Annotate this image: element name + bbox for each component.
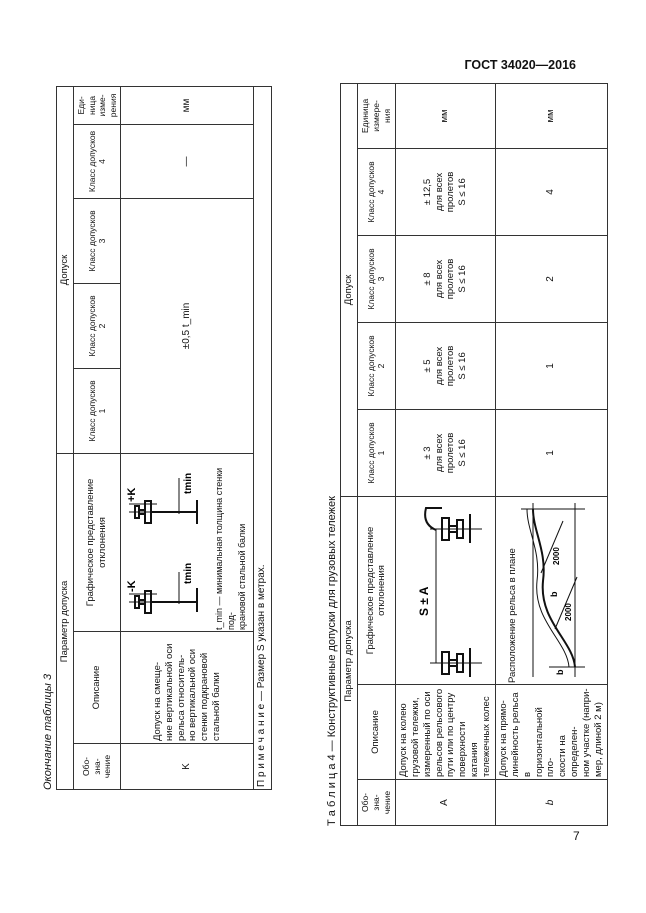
t4-b-plan-label: Расположение рельса в плане: [507, 548, 519, 683]
t4-b-fig-b-1: b: [555, 669, 566, 676]
t3-graphic: [121, 453, 254, 631]
t4-a-unit: мм: [395, 83, 495, 148]
table-row: [395, 83, 495, 825]
t4-a-class2: ± 5 для всех пролетов S ≤ 16: [395, 322, 495, 409]
t3-col-class1: Класс допусков 1: [73, 368, 121, 453]
t4-group-tol: Допуск: [341, 83, 358, 496]
t4-b-fig-dim-2: 2000: [552, 547, 562, 566]
t3-note: П р и м е ч а н и е — Размер S указан в метрах.: [254, 86, 272, 789]
t4-b-unit: мм: [495, 83, 607, 148]
t3-desc: Допуск на смеще- ние вертикальной оси рельса относитель- но вертикальной оси стенки подкрановой стальной балки: [121, 632, 254, 744]
straightness-figure: [519, 499, 591, 681]
t4-col-desc: Описание: [357, 685, 395, 780]
table3: [56, 86, 272, 790]
t3-tol-123: ±0,5 t_min: [121, 198, 254, 453]
t3-fig-left-label: -K: [126, 580, 138, 593]
table4-block: [326, 83, 608, 826]
t4-b-fig-b-2: b: [549, 591, 560, 598]
gauge-figure: [402, 500, 484, 680]
t4-a-class3: ± 8 для всех пролетов S ≤ 16: [395, 235, 495, 322]
t4-b-class3: 2: [495, 235, 607, 322]
t4-col-class3: Класс допусков 3: [357, 235, 395, 322]
t3-group-tol: Допуск: [57, 86, 74, 453]
t4-a-graphic: [395, 496, 495, 684]
t3-col-graphic: Графическое представление отклонения: [73, 453, 121, 631]
t4-col-class4: Класс допусков 4: [357, 148, 395, 235]
t3-tol-4: —: [121, 124, 254, 198]
document-code: ГОСТ 34020—2016: [464, 58, 576, 72]
table4: [340, 83, 608, 826]
table4-caption: Т а б л и ц а 4 — Конструктивные допуски для грузовых тележек: [326, 496, 338, 826]
t3-fig-tmin-right: tmin: [182, 473, 194, 495]
t3-col-desc: Описание: [73, 632, 121, 744]
t3-col-class2: Класс допусков 2: [73, 283, 121, 368]
t3-symbol: K: [121, 744, 254, 790]
t3-col-class3: Класс допусков 3: [73, 198, 121, 283]
t4-col-unit: Единица измере- ния: [357, 83, 395, 148]
t3-fig-tmin-left: tmin: [182, 563, 194, 585]
t3-fig-right-label: +K: [126, 488, 138, 503]
t3-unit: мм: [121, 86, 254, 124]
t4-col-graphic: Графическое представление отклонения: [357, 496, 395, 684]
t4-a-fig-label: S ± A: [417, 587, 432, 617]
t4-col-symbol: Обо- зна- чение: [357, 780, 395, 826]
t4-col-class1: Класс допусков 1: [357, 409, 395, 496]
table3-caption: Окончание таблицы 3: [42, 673, 54, 790]
t4-b-graphic: [495, 496, 607, 684]
rail-offset-figure: [127, 456, 211, 628]
t3-col-symbol: Обо- зна- чение: [73, 744, 121, 790]
t4-a-class4: ± 12,5 для всех пролетов S ≤ 16: [395, 148, 495, 235]
page-number: 7: [573, 829, 580, 843]
t4-col-class2: Класс допусков 2: [357, 322, 395, 409]
t4-b-class4: 4: [495, 148, 607, 235]
t4-a-class1: ± 3 для всех пролетов S ≤ 16: [395, 409, 495, 496]
t4-b-fig-dim-1: 2000: [564, 603, 574, 622]
t4-b-symbol: b: [495, 780, 607, 826]
t4-b-class1: 1: [495, 409, 607, 496]
t3-tmin-text: t_min — минимальная толщина стенки под- крановой стальной балки: [214, 467, 247, 630]
t3-col-unit: Еди- ница изме- рения: [73, 86, 121, 124]
table3-block: [42, 86, 272, 790]
t4-group-param: Параметр допуска: [341, 496, 358, 825]
table-row: [495, 83, 607, 825]
t3-col-class4: Класс допусков 4: [73, 124, 121, 198]
t3-group-param: Параметр допуска: [57, 453, 74, 789]
t4-a-symbol: A: [395, 780, 495, 826]
t4-b-desc: Допуск на прямо- линейность рельса в горизонтальной пло- скости на определен- ном участке (напри- мер, длиной 2 м): [495, 685, 607, 780]
t4-b-class2: 1: [495, 322, 607, 409]
t4-a-desc: Допуск на колею грузовой тележки, измеренный по оси рельсов рельсового пути или по центру поверхности катания тележечных колес: [395, 685, 495, 780]
